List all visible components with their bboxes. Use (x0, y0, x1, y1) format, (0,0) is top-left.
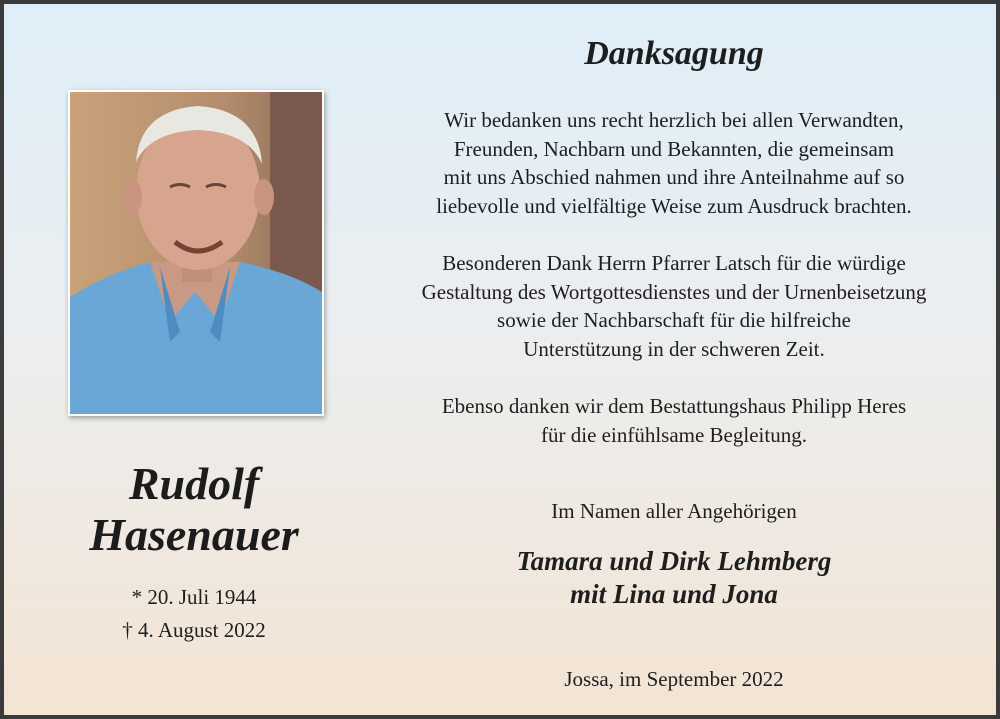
thanks-paragraph-general (374, 106, 974, 220)
portrait-illustration (70, 92, 322, 414)
signature-children: mit Lina und Jona (570, 579, 778, 609)
portrait-photo (68, 90, 324, 416)
text-line: Unterstützung in der schweren Zeit. (523, 336, 825, 361)
place-date: Jossa, im September 2022 (564, 667, 784, 691)
text-line: für die einfühlsame Begleitung. (541, 422, 807, 447)
thanks-paragraph-funeral-home (374, 392, 974, 449)
deceased-last-name: Hasenauer (89, 509, 299, 560)
text-line: Wir bedanken uns recht herzlich bei allen Verwandten, (444, 108, 904, 132)
birth-date: * 20. Juli 1944 (131, 585, 257, 609)
text-line: Besonderen Dank Herrn Pfarrer Latsch für die würdige (442, 251, 906, 275)
signature-names: Tamara und Dirk Lehmberg (516, 546, 832, 576)
text-line: Gestaltung des Wortgottesdienstes und der Urnenbeisetzung (421, 279, 927, 304)
text-line: liebevolle und vielfältige Weise zum Ausdruck brachten. (436, 193, 912, 218)
text-line: Ebenso danken wir dem Bestattungshaus Philipp Heres (441, 394, 907, 418)
notice-title: Danksagung (584, 35, 764, 72)
text-line: mit uns Abschied nahmen und ihre Anteilnahme auf so (443, 165, 905, 189)
text-line: sowie der Nachbarschaft für die hilfreiche (497, 308, 851, 332)
deceased-first-name: Rudolf (128, 458, 260, 509)
text-line: Freunden, Nachbarn und Bekannten, die gemeinsam (453, 136, 895, 161)
signature-intro: Im Namen aller Angehörigen (551, 499, 797, 523)
death-date: † 4. August 2022 (122, 618, 266, 642)
thanks-paragraph-pastor (374, 249, 974, 363)
